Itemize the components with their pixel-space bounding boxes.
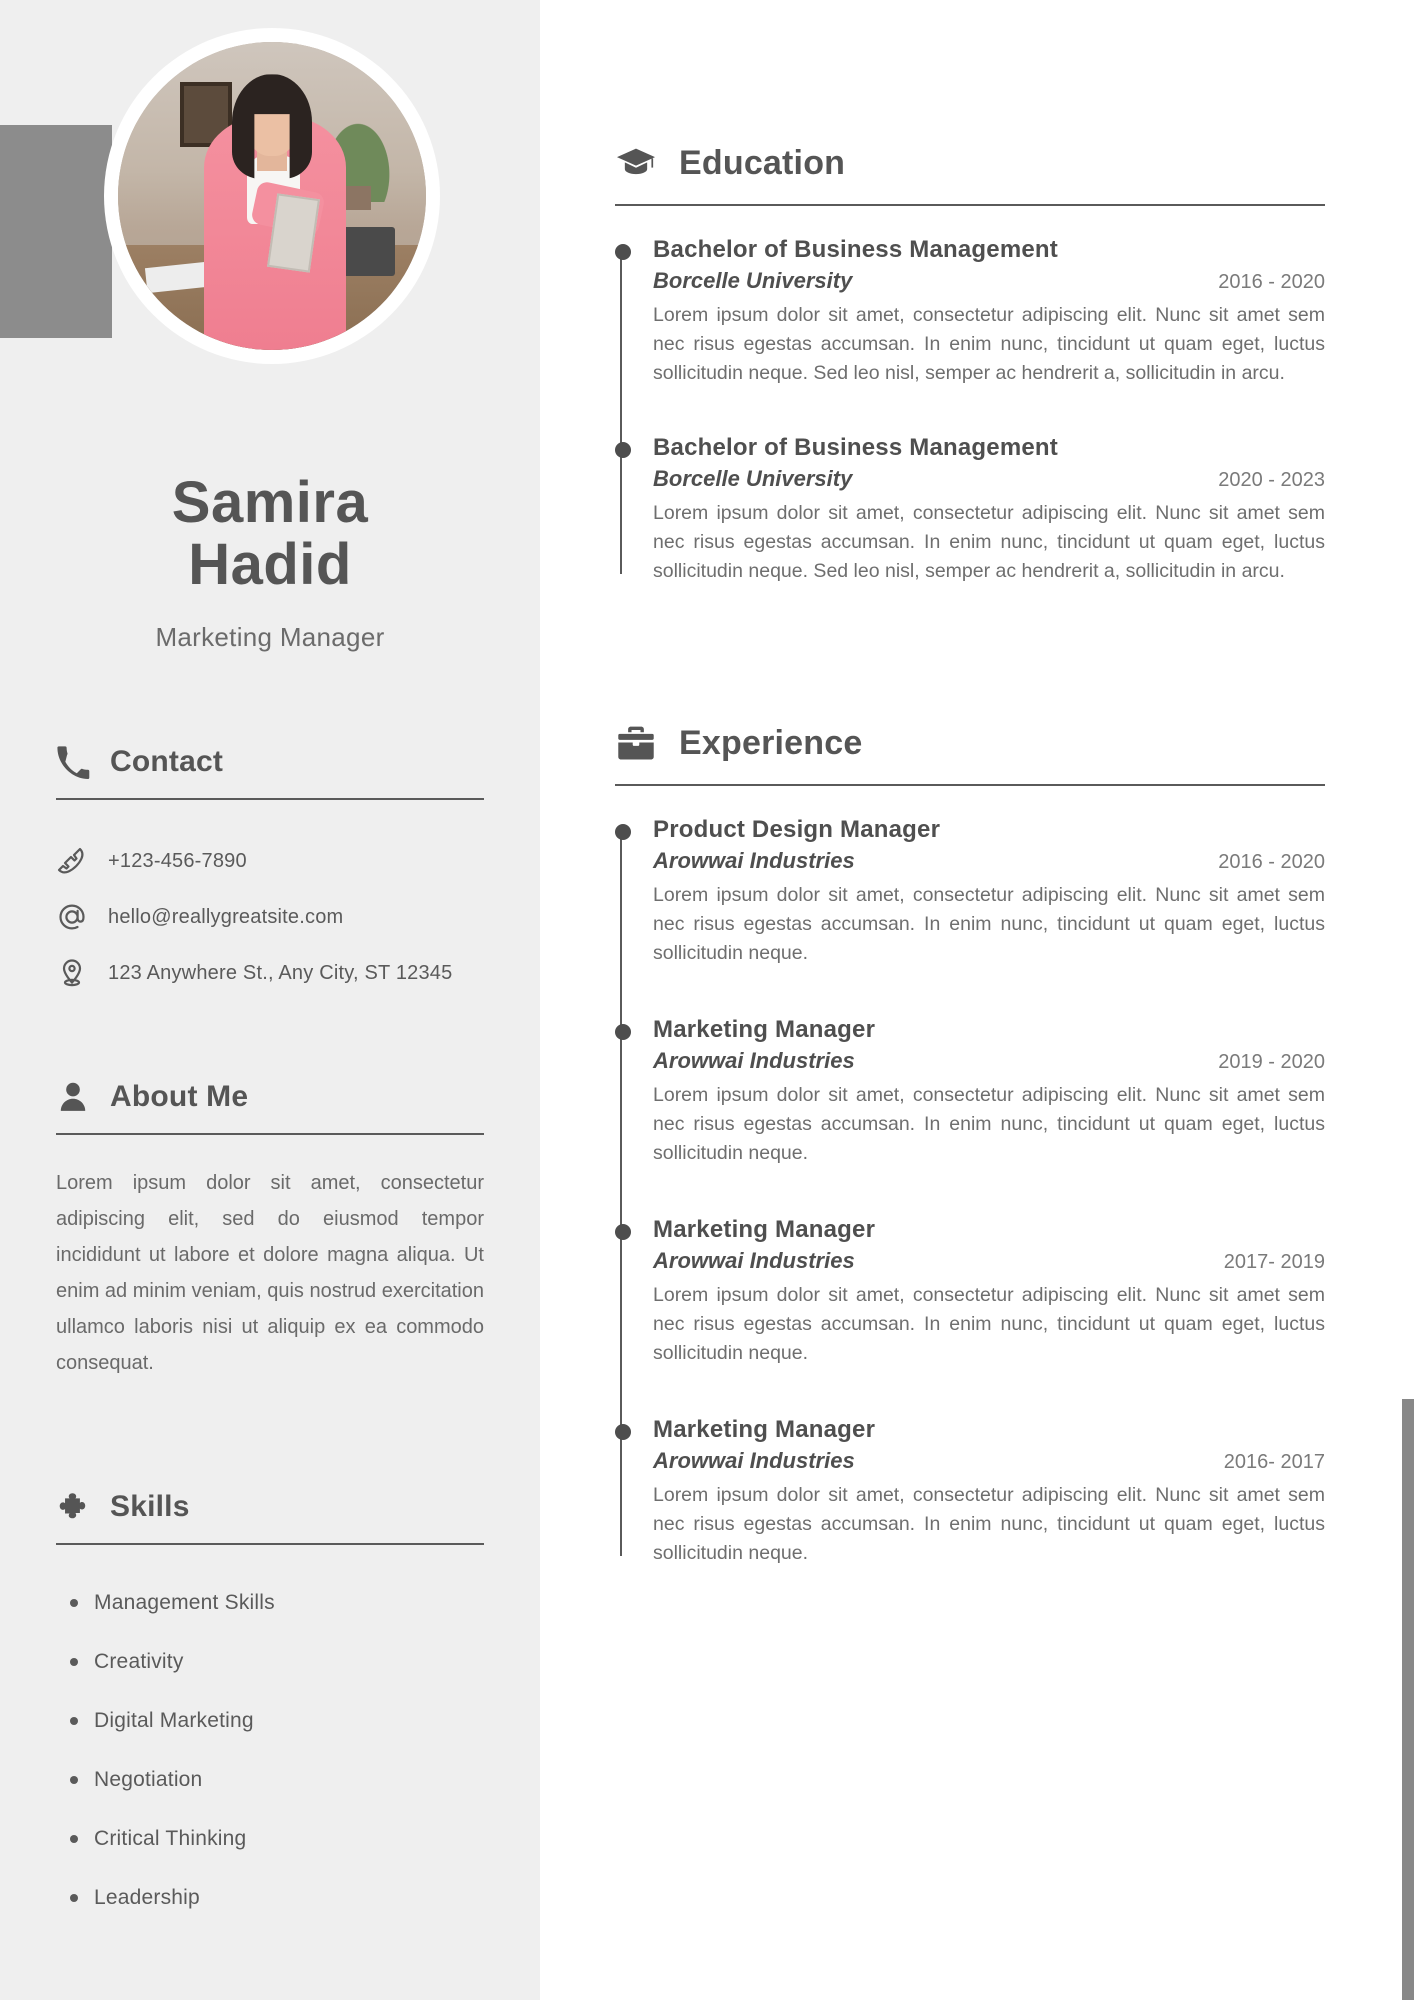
- skills-section: [56, 1490, 484, 1927]
- experience-description: Lorem ipsum dolor sit amet, consectetur adipiscing elit. Nunc sit amet sem nec risus egestas accumsan. In enim nunc, tincidunt ut quam eget, luctus sollicitudin neque.: [653, 1284, 1325, 1364]
- education-description: Lorem ipsum dolor sit amet, consectetur adipiscing elit. Nunc sit amet sem nec risus egestas accumsan. In enim nunc, tincidunt ut quam eget, luctus sollicitudin neque. Sed leo nisl, semper ac hendrerit a, sollicitudin in arcu.: [653, 304, 1325, 384]
- experience-subrow: [653, 848, 1325, 874]
- experience-title: Product Design Manager: [653, 816, 941, 843]
- education-subrow: [653, 268, 1325, 294]
- list-item: Management Skills: [56, 1573, 484, 1632]
- about-section: [56, 1080, 484, 1381]
- experience-org: Arowwai Industries: [653, 848, 855, 873]
- timeline-dot: [615, 1224, 631, 1240]
- list-item: Critical Thinking: [56, 1809, 484, 1868]
- education-org: Borcelle University: [653, 268, 853, 293]
- portrait-photo: [118, 42, 426, 350]
- contact-heading: Contact: [110, 745, 224, 778]
- experience-description: Lorem ipsum dolor sit amet, consectetur adipiscing elit. Nunc sit amet sem nec risus egestas accumsan. In enim nunc, tincidunt ut quam eget, luctus sollicitudin neque.: [653, 1084, 1325, 1164]
- experience-heading-row: [615, 722, 1325, 764]
- skills-heading-row: [56, 1490, 484, 1524]
- phone-icon: [56, 745, 90, 779]
- education-title: Bachelor of Business Management: [653, 236, 1058, 263]
- experience-description: Lorem ipsum dolor sit amet, consectetur adipiscing elit. Nunc sit amet sem nec risus egestas accumsan. In enim nunc, tincidunt ut quam eget, luctus sollicitudin neque.: [653, 1484, 1325, 1564]
- contact-section: [56, 745, 484, 1001]
- education-heading: Education: [679, 143, 846, 182]
- experience-dates: 2016- 2017: [1223, 1451, 1325, 1473]
- education-entry: [653, 434, 1325, 586]
- list-item: Negotiation: [56, 1750, 484, 1809]
- experience-divider: [615, 784, 1325, 786]
- timeline-line: [620, 248, 622, 574]
- education-heading-row: [615, 142, 1325, 184]
- about-divider: [56, 1133, 484, 1135]
- education-dates: 2016 - 2020: [1218, 271, 1325, 293]
- experience-description: Lorem ipsum dolor sit amet, consectetur adipiscing elit. Nunc sit amet sem nec risus egestas accumsan. In enim nunc, tincidunt ut quam eget, luctus sollicitudin neque.: [653, 884, 1325, 964]
- education-title: Bachelor of Business Management: [653, 434, 1058, 461]
- experience-entry: [653, 1416, 1325, 1568]
- skills-list: [56, 1573, 484, 1927]
- list-item: Creativity: [56, 1632, 484, 1691]
- first-name: Samira: [171, 470, 369, 535]
- contact-divider: [56, 798, 484, 800]
- sidebar: [0, 0, 540, 2000]
- page-title: [0, 472, 540, 596]
- experience-title: Marketing Manager: [653, 1216, 876, 1243]
- phone-handset-icon: [56, 845, 88, 877]
- education-dates: 2020 - 2023: [1218, 469, 1325, 491]
- accent-block: [0, 125, 112, 338]
- timeline-dot: [615, 244, 631, 260]
- email-value: hello@reallygreatsite.com: [108, 905, 344, 928]
- experience-entry: [653, 1016, 1325, 1168]
- education-subrow: [653, 466, 1325, 492]
- experience-section: [615, 722, 1325, 1568]
- contact-heading-row: [56, 745, 484, 779]
- education-description: Lorem ipsum dolor sit amet, consectetur adipiscing elit. Nunc sit amet sem nec risus egestas accumsan. In enim nunc, tincidunt ut quam eget, luctus sollicitudin neque. Sed leo nisl, semper ac hendrerit a, sollicitudin in arcu.: [653, 502, 1325, 582]
- about-heading: About Me: [110, 1080, 249, 1113]
- about-heading-row: [56, 1080, 484, 1114]
- experience-dates: 2019 - 2020: [1218, 1051, 1325, 1073]
- experience-title: Marketing Manager: [653, 1416, 876, 1443]
- education-divider: [615, 204, 1325, 206]
- contact-list: [56, 833, 484, 1001]
- phone-value: +123-456-7890: [108, 849, 247, 872]
- person-icon: [56, 1080, 90, 1114]
- contact-item-phone[interactable]: [56, 833, 484, 889]
- avatar: [104, 28, 440, 364]
- at-sign-icon: [56, 901, 88, 933]
- experience-dates: 2016 - 2020: [1218, 851, 1325, 873]
- experience-subrow: [653, 1048, 1325, 1074]
- address-value: 123 Anywhere St., Any City, ST 12345: [108, 961, 453, 984]
- briefcase-icon: [615, 722, 657, 764]
- experience-entry: [653, 1216, 1325, 1368]
- timeline-line: [620, 828, 622, 1556]
- location-pin-icon: [56, 957, 88, 989]
- list-item: Digital Marketing: [56, 1691, 484, 1750]
- skills-divider: [56, 1543, 484, 1545]
- education-section: [615, 142, 1325, 586]
- experience-subrow: [653, 1448, 1325, 1474]
- experience-dates: 2017- 2019: [1223, 1251, 1325, 1273]
- about-text: Lorem ipsum dolor sit amet, consectetur adipiscing elit, sed do eiusmod tempor incididunt ut labore et dolore magna aliqua. Ut enim ad minim veniam, quis nostrud exercitation ullamco laboris nisi ut aliquip ex ea commodo consequat.: [56, 1172, 484, 1374]
- experience-org: Arowwai Industries: [653, 1048, 855, 1073]
- experience-org: Arowwai Industries: [653, 1448, 855, 1473]
- experience-subrow: [653, 1248, 1325, 1274]
- timeline-dot: [615, 1424, 631, 1440]
- experience-heading: Experience: [679, 723, 863, 762]
- skills-heading: Skills: [110, 1490, 190, 1523]
- graduation-cap-icon: [615, 142, 657, 184]
- contact-item-email[interactable]: [56, 889, 484, 945]
- experience-timeline: [615, 816, 1325, 1568]
- timeline-dot: [615, 442, 631, 458]
- experience-title: Marketing Manager: [653, 1016, 876, 1043]
- experience-org: Arowwai Industries: [653, 1248, 855, 1273]
- timeline-dot: [615, 1024, 631, 1040]
- education-entry: [653, 236, 1325, 388]
- education-timeline: [615, 236, 1325, 586]
- experience-entry: [653, 816, 1325, 968]
- job-role: Marketing Manager: [155, 622, 385, 652]
- puzzle-piece-icon: [56, 1490, 90, 1524]
- education-org: Borcelle University: [653, 466, 853, 491]
- timeline-dot: [615, 824, 631, 840]
- contact-item-address[interactable]: [56, 945, 484, 1001]
- main-content: [540, 0, 1414, 2000]
- last-name: Hadid: [188, 532, 352, 597]
- list-item: Leadership: [56, 1868, 484, 1927]
- scrollbar[interactable]: [1402, 1399, 1414, 2000]
